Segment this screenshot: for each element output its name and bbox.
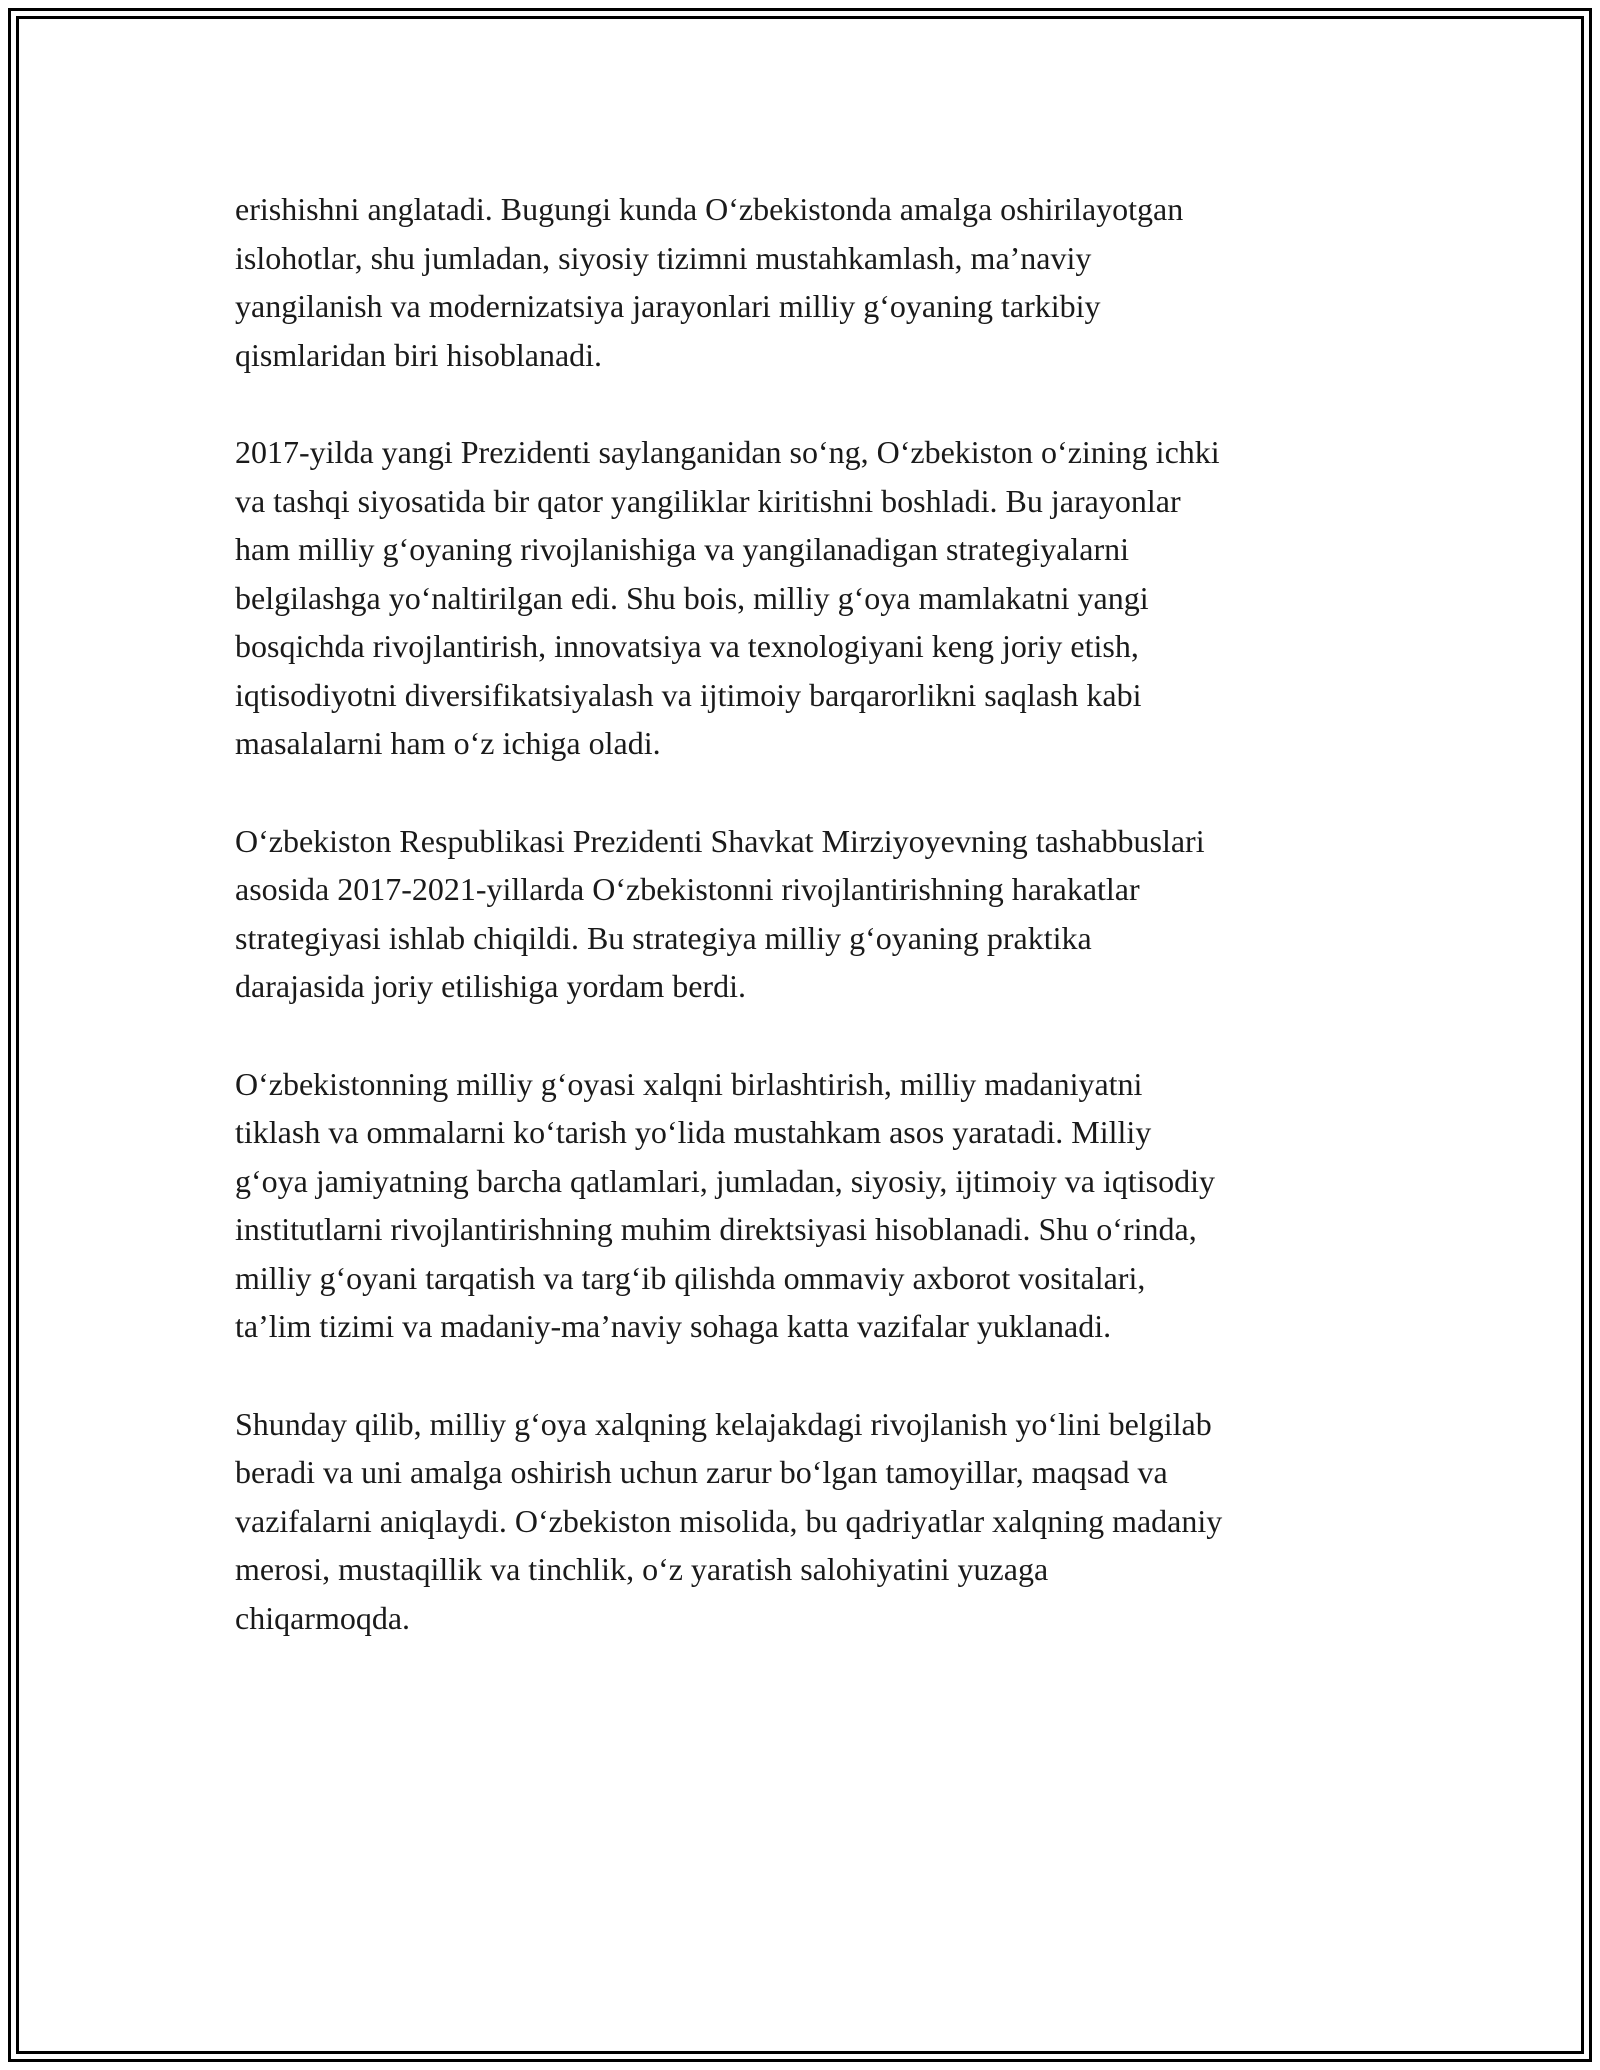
paragraph-2: 2017-yilda yangi Prezidenti saylanganidan so‘ng, O‘zbekiston o‘zining ichki va tashqi siyosatida bir qator yangiliklar kiritishni boshladi. Bu jarayonlar ham milliy g‘oyaning rivojlanishiga va yangilanadigan strategiyalarni belgilashga yo‘naltirilgan edi. Shu bois, milliy g‘oya mamlakatni yangi bosqichda rivojlantirish, innovatsiya va texnologiyani keng joriy etish, iqtisodiyotni diversifikatsiyalash va ijtimoiy barqarorlikni saqlash kabi masalalarni ham o‘z ichiga oladi.	[235, 434, 1220, 761]
paragraph-3: O‘zbekiston Respublikasi Prezidenti Shavkat Mirziyoyevning tashabbuslari asosida 2017-2021-yillarda O‘zbekistonni rivojlantirishning harakatlar strategiyasi ishlab chiqildi. Bu strategiya milliy g‘oyaning praktika darajasida joriy etilishiga yordam berdi.	[235, 822, 1205, 1004]
document-body	[235, 185, 1395, 1691]
paragraph-1: erishishni anglatadi. Bugungi kunda O‘zbekistonda amalga oshirilayotgan islohotlar, shu jumladan, siyosiy tizimni mustahkamlash, ma’naviy yangilanish va modernizatsiya jarayonlari milliy g‘oyaning tarkibiy qismlaridan biri hisoblanadi.	[235, 191, 1184, 373]
paragraph-4: O‘zbekistonning milliy g‘oyasi xalqni birlashtirish, milliy madaniyatni tiklash va ommalarni ko‘tarish yo‘lida mustahkam asos yaratadi. Milliy g‘oya jamiyatning barcha qatlamlari, jumladan, siyosiy, ijtimoiy va iqtisodiy institutlarni rivojlantirishning muhim direktsiyasi hisoblanadi. Shu o‘rinda, milliy g‘oyani tarqatish va targ‘ib qilishda ommaviy axborot vositalari, ta’lim tizimi va madaniy-ma’naviy sohaga katta vazifalar yuklanadi.	[235, 1065, 1215, 1344]
paragraph-5: Shunday qilib, milliy g‘oya xalqning kelajakdagi rivojlanish yo‘lini belgilab beradi va uni amalga oshirish uchun zarur bo‘lgan tamoyillar, maqsad va vazifalarni aniqlaydi. O‘zbekiston misolida, bu qadriyatlar xalqning madaniy merosi, mustaqillik va tinchlik, o‘z yaratish salohiyatini yuzaga chiqarmoqda.	[235, 1405, 1223, 1636]
